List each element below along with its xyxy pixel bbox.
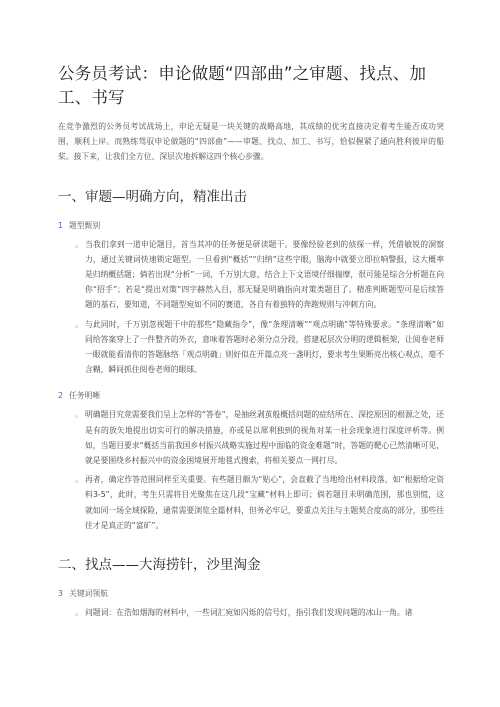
subsection-number: 2 [58,391,63,401]
subsection-number: 3 [58,589,63,599]
list-item [75,472,444,533]
section-heading-review: 一、审题—明确方向，精准出击 [58,188,247,205]
bullet-dot: 。 [75,608,83,618]
subsection-heading-keywords [58,587,444,601]
subsection-number: 1 [58,220,63,230]
bullet-dot: 。 [75,475,83,485]
bullet-dot: 。 [75,239,83,249]
list-item-text: 再者，确定作答范围同样至关重要。有些题目颇为“贴心”，会直截了当地给出材料段落，如“根据给定资料3-5”，此时，考生只需将目光聚焦在这几段“宝藏”材料上即可；倘若题目未明确范围，那也别慌，这就如同一场全域探险，通常需要浏览全篇材料，但务必牢记，要重点关注与主题契合度高的部分，那些往往才是真正的“富矿”。 [85,475,444,530]
list-item-text: 问题词：在浩如烟海的材料中，一些词汇宛如闪烁的信号灯，指引我们发现问题的冰山一角。诸 [85,608,413,618]
list-item [75,605,444,620]
bullet-list [58,407,444,533]
document-title: 公务员考试：申论做题“四部曲”之审题、找点、加工、书写 [58,64,427,107]
subsection-heading-type [58,219,444,233]
section-heading-find-points: 二、找点——大海捞针，沙里淘金 [58,557,261,574]
list-item-text: 与此同时，千万别忽视题干中的那些“隐藏指令”，像“条理清晰”“观点明确”等特殊要求。“条理清晰”如同给答案穿上了一件整齐的外衣，意味着答题时必须分点分段，搭建起层次分明的逻辑框架，让阅卷老师一眼就能看清你的答题脉络「观点明确」则好似在开篇点亮一盏明灯，要求考生果断亮出核心观点，毫不含糊，瞬间抓住阅卷老师的眼球。 [85,319,444,375]
list-item-text: 明确题目究竟需要我们呈上怎样的“答卷”，是抽丝剥茧般概括问题的症结所在、深挖原因的根源之处，还是有的放矢地提出切实可行的解决措施，亦或是以犀利独到的视角对某一社会现象进行深度评析等。例如，当题目要求“概括当前我国乡村振兴战略实施过程中面临的资金难题”时，答题的靶心已然清晰可见，就是要围绕乡村振兴中的资金困境展开地毯式搜索，将相关要点一网打尽。 [85,410,444,466]
bullet-list [58,237,444,378]
bullet-dot: 。 [75,319,83,329]
intro-paragraph: 在竞争激烈的公务员考试战场上，申论无疑是一块关键的战略高地，其成绩的优劣直接决定着考生能否成功突围，顺利上岸。而熟练驾驭申论做题的“四部曲”——审题、找点、加工、书写，恰似握紧了通向胜利彼岸的船桨。接下来，让我们全方位、深层次地拆解这四个核心步骤。 [58,122,444,162]
list-item [75,407,444,468]
subsection-label: 任务明晰 [68,391,101,401]
subsection-label: 关键词领航 [68,589,108,599]
list-item [75,317,444,378]
bullet-dot: 。 [75,410,83,420]
list-item-text: 当我们拿到一道申论题目，首当其冲的任务便是研读题干。要像经验老到的侦探一样，凭借敏锐的洞察力，通过关键词快速锁定题型。一旦看到“概括”“归纳”这些字眼，脑海中就要立即拉响警报，这大概率是归纳概括题；倘若出现“分析”一词，千万别大意，结合上下文语境仔细揣摩，很可能是综合分析题在向你“招手”；若是“提出对策”四字赫然入目，那无疑是明确指向对策类题目了。精准判断题型可是后续答题的基石，要知道，不同题型宛如不同的赛道，各自有着独特的奔跑规则与冲刺方向。 [85,239,444,310]
bullet-list [58,605,444,620]
list-item [75,237,444,313]
subsection-heading-task [58,389,444,403]
subsection-label: 题型甄别 [68,220,101,230]
